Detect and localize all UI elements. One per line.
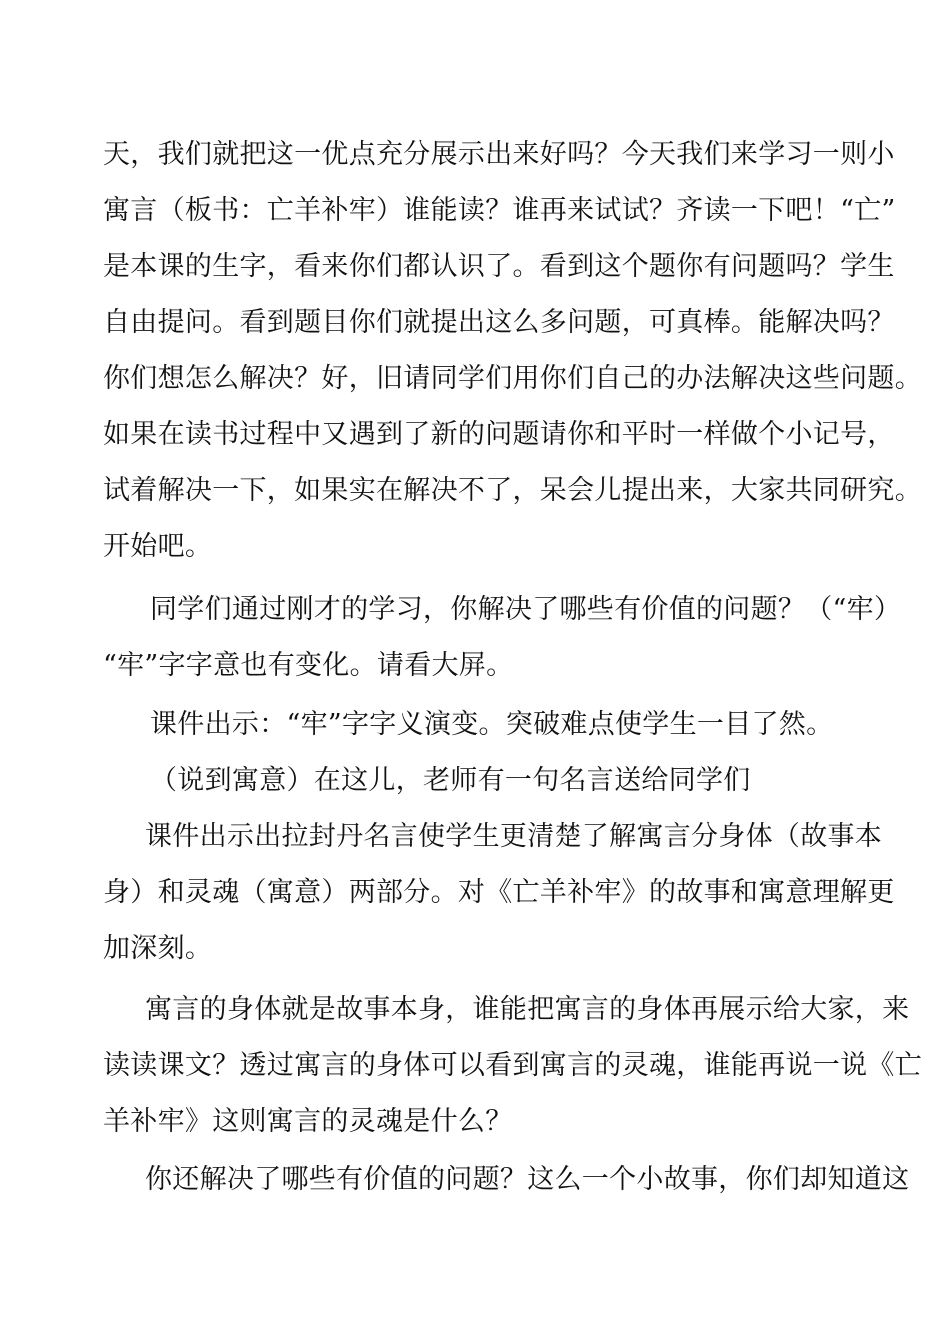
text-line-16: 寓言的身体就是故事本身，谁能把寓言的身体再展示给大家，来 [145,994,910,1025]
text-line-7: 试着解决一下，如果实在解决不了，呆会儿提出来，大家共同研究。 [103,475,922,506]
text-line-3: 是本课的生字，看来你们都认识了。看到这个题你有问题吗？学生 [103,251,895,282]
text-line-11: 课件出示：“牢”字字义演变。突破难点使学生一目了然。 [150,709,834,740]
text-line-5: 你们想怎么解决？好，旧请同学们用你们自己的办法解决这些问题。 [103,363,922,394]
text-line-6: 如果在读书过程中又遇到了新的问题请你和平时一样做个小记号， [103,419,895,450]
text-line-12: （说到寓意）在这儿，老师有一句名言送给同学们 [150,765,751,796]
text-line-4: 自由提问。看到题目你们就提出这么多问题，可真棒。能解决吗？ [103,307,895,338]
text-line-14: 身）和灵魂（寓意）两部分。对《亡羊补牢》的故事和寓意理解更 [103,877,895,908]
text-line-10: “牢”字字意也有变化。请看大屏。 [103,650,514,681]
text-line-9: 同学们通过刚才的学习，你解决了哪些有价值的问题？（“牢） [150,594,902,625]
text-line-15: 加深刻。 [103,933,213,964]
text-line-18: 羊补牢》这则寓言的灵魂是什么？ [103,1106,513,1137]
text-line-17: 读读课文？透过寓言的身体可以看到寓言的灵魂，谁能再说一说《亡 [103,1050,922,1081]
text-line-1: 天，我们就把这一优点充分展示出来好吗？今天我们来学习一则小 [103,139,895,170]
text-line-2: 寓言（板书：亡羊补牢）谁能读？谁再来试试？齐读一下吧！“亡” [103,195,896,226]
text-line-13: 课件出示出拉封丹名言使学生更清楚了解寓言分身体（故事本 [145,821,883,852]
text-line-8: 开始吧。 [103,531,213,562]
text-line-19: 你还解决了哪些有价值的问题？这么一个小故事，你们却知道这 [145,1164,910,1195]
